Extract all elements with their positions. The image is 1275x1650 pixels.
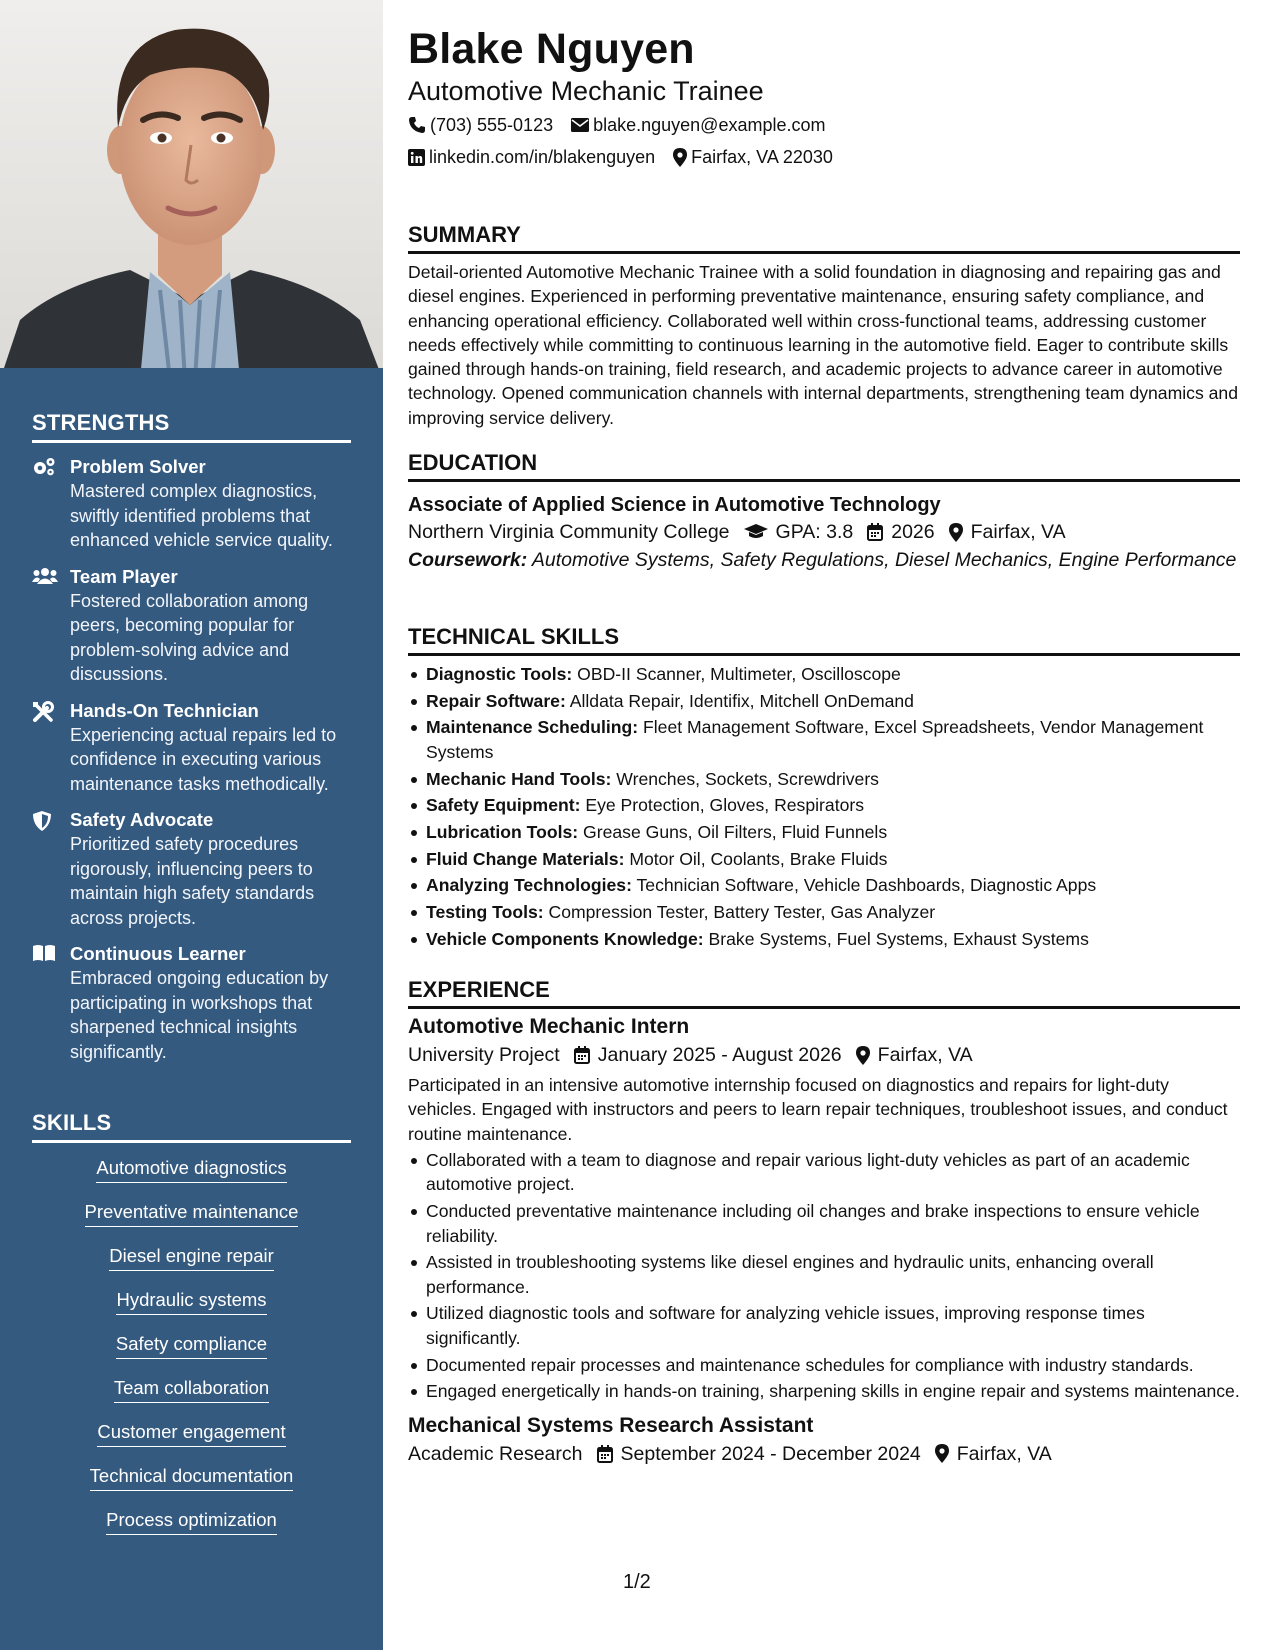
map-pin-icon	[935, 1444, 949, 1463]
list-item: Utilized diagnostic tools and software for analyzing vehicle issues, improving response times significantly.	[408, 1301, 1240, 1350]
strength-item	[32, 942, 351, 1064]
candidate-name: Blake Nguyen	[408, 25, 695, 73]
map-pin-icon	[673, 148, 687, 167]
candidate-role: Automotive Mechanic Trainee	[408, 76, 764, 106]
skills-heading: SKILLS	[32, 1110, 351, 1143]
strength-desc: Prioritized safety procedures rigorously, influencing peers to maintain high safety standards across projects.	[70, 834, 315, 928]
skill-tag: Hydraulic systems	[116, 1289, 266, 1315]
email-contact[interactable]	[571, 113, 825, 137]
skill-tag: Customer engagement	[97, 1421, 285, 1447]
location-text: Fairfax, VA 22030	[691, 147, 833, 167]
strength-item	[32, 565, 351, 687]
graduation-cap-icon	[744, 524, 768, 540]
envelope-icon	[571, 118, 589, 132]
calendar-icon	[574, 1046, 590, 1064]
technical-skills-list	[408, 662, 1240, 951]
experience-section	[408, 977, 1240, 1468]
gears-icon	[32, 455, 70, 553]
map-pin-icon	[949, 523, 963, 542]
skill-tag: Diesel engine repair	[109, 1245, 274, 1271]
job-meta	[408, 1440, 1240, 1468]
list-item: Diagnostic Tools: OBD-II Scanner, Multimeter, Oscilloscope	[408, 662, 1240, 687]
year-item: 2026	[867, 518, 934, 546]
strength-name: Safety Advocate	[70, 809, 214, 830]
job-meta	[408, 1041, 1240, 1069]
map-pin-icon	[856, 1046, 870, 1065]
skill-tag: Process optimization	[106, 1509, 277, 1535]
job-title: Mechanical Systems Research Assistant	[408, 1413, 814, 1437]
education-meta	[408, 518, 1240, 546]
email-text: blake.nguyen@example.com	[593, 115, 826, 135]
contact-row-1	[408, 113, 844, 137]
job-dates: September 2024 - December 2024	[597, 1440, 921, 1468]
strength-name: Continuous Learner	[70, 943, 246, 964]
strength-desc: Experiencing actual repairs led to confidence in executing various maintenance tasks methodically.	[70, 724, 337, 794]
list-item: Documented repair processes and maintenance schedules for compliance with industry standards.	[408, 1353, 1240, 1378]
sidebar	[0, 0, 383, 1650]
phone-contact[interactable]	[408, 113, 553, 137]
summary-text: Detail-oriented Automotive Mechanic Trainee with a solid foundation in diagnosing and repairing gas and diesel engines. Experienced in performing preventative maintenance, ensuring safety compliance, and enhancing operational efficiency. Collaborated well within cross-functional teams, addressing customer needs effectively while committing to continuous learning in the automotive field. Eager to contribute skills gained through hands-on training, field research, and academic projects to advance career in automotive technology. Opened communication channels with internal departments, strengthening team dynamics and improving service delivery.	[408, 262, 1238, 428]
strength-desc: Fostered collaboration among peers, becoming popular for problem-solving advice and discussions.	[70, 590, 309, 684]
list-item: Lubrication Tools: Grease Guns, Oil Filters, Fluid Funnels	[408, 820, 1240, 845]
job-location: Fairfax, VA	[856, 1041, 973, 1069]
strength-desc: Mastered complex diagnostics, swiftly identified problems that enhanced vehicle service quality.	[70, 481, 333, 550]
list-item: Maintenance Scheduling: Fleet Management Software, Excel Spreadsheets, Vendor Management Systems	[408, 715, 1240, 764]
education-location: Fairfax, VA	[949, 518, 1066, 546]
list-item: Mechanic Hand Tools: Wrenches, Sockets, Screwdrivers	[408, 767, 1240, 792]
strengths-heading: STRENGTHS	[32, 410, 351, 443]
skill-tag: Preventative maintenance	[85, 1201, 299, 1227]
skills-section	[32, 1110, 351, 1553]
strength-desc: Embraced ongoing education by participating in workshops that sharpened technical insights significantly.	[70, 968, 329, 1062]
list-item: Vehicle Components Knowledge: Brake Systems, Fuel Systems, Exhaust Systems	[408, 927, 1240, 952]
calendar-icon	[867, 523, 883, 541]
education-section	[408, 450, 1240, 572]
job-location: Fairfax, VA	[935, 1440, 1052, 1468]
calendar-icon	[597, 1445, 613, 1463]
job-dates: January 2025 - August 2026	[574, 1041, 842, 1069]
list-item: Assisted in troubleshooting systems like diesel engines and hydraulic units, enhancing overall performance.	[408, 1250, 1240, 1299]
linkedin-contact[interactable]	[408, 145, 655, 169]
book-icon	[32, 942, 70, 1064]
list-item: Testing Tools: Compression Tester, Battery Tester, Gas Analyzer	[408, 900, 1240, 925]
job-bullets	[408, 1148, 1240, 1404]
strength-name: Team Player	[70, 565, 178, 587]
page-number: 1/2	[623, 1571, 651, 1593]
gpa-item: GPA: 3.8	[744, 518, 854, 546]
degree-title: Associate of Applied Science in Automotive Technology	[408, 494, 941, 516]
job-org: University Project	[408, 1044, 560, 1066]
location-contact	[673, 145, 833, 169]
linkedin-icon	[408, 149, 425, 166]
strengths-section	[32, 410, 351, 1064]
strength-item	[32, 455, 351, 553]
list-item: Analyzing Technologies: Technician Software, Vehicle Dashboards, Diagnostic Apps	[408, 873, 1240, 898]
technical-skills-section	[408, 624, 1240, 953]
skill-tag: Safety compliance	[116, 1333, 267, 1359]
contact-row-2	[408, 145, 851, 169]
tools-icon	[32, 699, 70, 797]
experience-heading: EXPERIENCE	[408, 977, 1240, 1009]
strength-name: Problem Solver	[70, 456, 206, 477]
list-item: Engaged energetically in hands-on training, sharpening skills in engine repair and systems maintenance.	[408, 1379, 1240, 1404]
job-org: Academic Research	[408, 1442, 583, 1465]
strength-item	[32, 699, 351, 797]
list-item: Safety Equipment: Eye Protection, Gloves, Respirators	[408, 793, 1240, 818]
school-name: Northern Virginia Community College	[408, 521, 730, 543]
skill-tag: Automotive diagnostics	[96, 1157, 286, 1183]
strength-item	[32, 808, 351, 930]
skill-tag: Technical documentation	[90, 1465, 294, 1491]
technical-skills-heading: TECHNICAL SKILLS	[408, 624, 1240, 656]
job-title: Automotive Mechanic Intern	[408, 1015, 690, 1038]
job-description: Participated in an intensive automotive internship focused on diagnostics and repairs for light-duty vehicles. Engaged with instructors and peers to learn repair techniques, troubleshoot issues, and conduct routine maintenance.	[408, 1075, 1228, 1144]
skills-list	[32, 1157, 351, 1553]
phone-text: (703) 555-0123	[430, 115, 554, 135]
list-item: Collaborated with a team to diagnose and repair various light-duty vehicles as part of an academic automotive project.	[408, 1148, 1240, 1197]
summary-section	[408, 222, 1240, 430]
education-heading: EDUCATION	[408, 450, 1240, 482]
phone-icon	[408, 116, 426, 134]
summary-heading: SUMMARY	[408, 222, 1240, 254]
profile-photo	[0, 0, 383, 380]
list-item: Fluid Change Materials: Motor Oil, Coolants, Brake Fluids	[408, 847, 1240, 872]
linkedin-text: linkedin.com/in/blakenguyen	[429, 147, 656, 167]
coursework: Coursework: Automotive Systems, Safety Regulations, Diesel Mechanics, Engine Performance	[408, 549, 1237, 571]
users-icon	[32, 565, 70, 687]
skill-tag: Team collaboration	[114, 1377, 269, 1403]
strength-name: Hands-On Technician	[70, 699, 259, 721]
list-item: Repair Software: Alldata Repair, Identifix, Mitchell OnDemand	[408, 689, 1240, 714]
list-item: Conducted preventative maintenance including oil changes and brake inspections to ensure vehicle reliability.	[408, 1199, 1240, 1248]
shield-icon	[32, 808, 70, 930]
